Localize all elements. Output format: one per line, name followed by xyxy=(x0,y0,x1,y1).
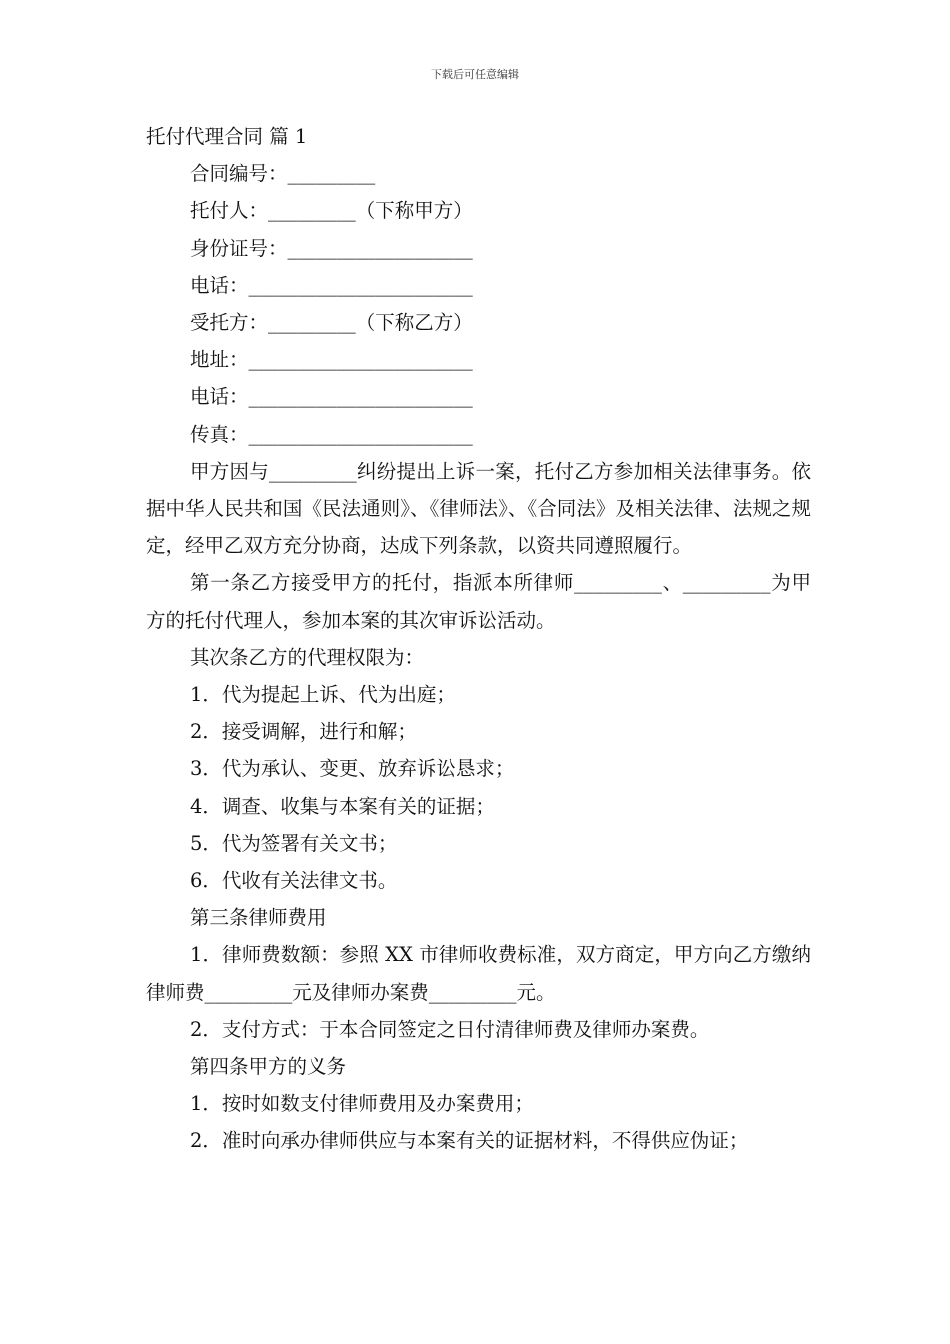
list-item: 2．准时向承办律师供应与本案有关的证据材料，不得供应伪证； xyxy=(190,1129,749,1153)
field-phone-agent: 电话：_______________________ xyxy=(190,385,473,409)
article-4-heading: 第四条甲方的义务 xyxy=(190,1055,347,1079)
list-item: 4．调查、收集与本案有关的证据； xyxy=(190,794,495,818)
list-item: 1．按时如数支付律师费用及办案费用； xyxy=(190,1092,534,1116)
field-address: 地址：_______________________ xyxy=(190,348,473,372)
list-item: 5．代为签署有关文书； xyxy=(190,831,398,855)
article-3-item-1: 1．律师费数额：参照 XX 市律师收费标准，双方商定，甲方向乙方缴纳律师费_________元及律师办案费_________元。 xyxy=(146,943,811,1004)
field-phone-principal: 电话：_______________________ xyxy=(190,273,473,297)
document-title: 托付代理合同 篇 1 xyxy=(146,125,308,148)
contract-body xyxy=(146,118,811,1160)
list-item: 1．代为提起上诉、代为出庭； xyxy=(190,683,456,707)
list-item: 3．代为承认、变更、放弃诉讼恳求； xyxy=(190,757,515,781)
list-item: 2．接受调解，进行和解； xyxy=(190,720,417,744)
article-3-item-2: 2．支付方式：于本合同签定之日付清律师费及律师办案费。 xyxy=(190,1017,710,1041)
field-fax: 传真：_______________________ xyxy=(190,422,473,446)
header-note: 下载后可任意编辑 xyxy=(431,68,519,81)
intro-paragraph: 甲方因与_________纠纷提出上诉一案，托付乙方参加相关法律事务。依据中华人民共和国《民法通则》、《律师法》、《合同法》及相关法律、法规之规定，经甲乙双方充分协商，达成下列条款，以资共同遵照履行。 xyxy=(146,459,811,558)
field-agent: 受托方：_________（下称乙方） xyxy=(190,311,473,335)
article-1: 第一条乙方接受甲方的托付，指派本所律师_________、_________为甲方的托付代理人，参加本案的其次审诉讼活动。 xyxy=(146,571,811,632)
article-3-heading: 第三条律师费用 xyxy=(190,906,327,930)
field-id-number: 身份证号：___________________ xyxy=(190,236,473,260)
list-item: 6．代收有关法律文书。 xyxy=(190,869,398,893)
article-2-heading: 其次条乙方的代理权限为： xyxy=(190,645,425,669)
field-principal: 托付人：_________（下称甲方） xyxy=(190,199,473,223)
field-contract-number: 合同编号：_________ xyxy=(190,162,376,186)
